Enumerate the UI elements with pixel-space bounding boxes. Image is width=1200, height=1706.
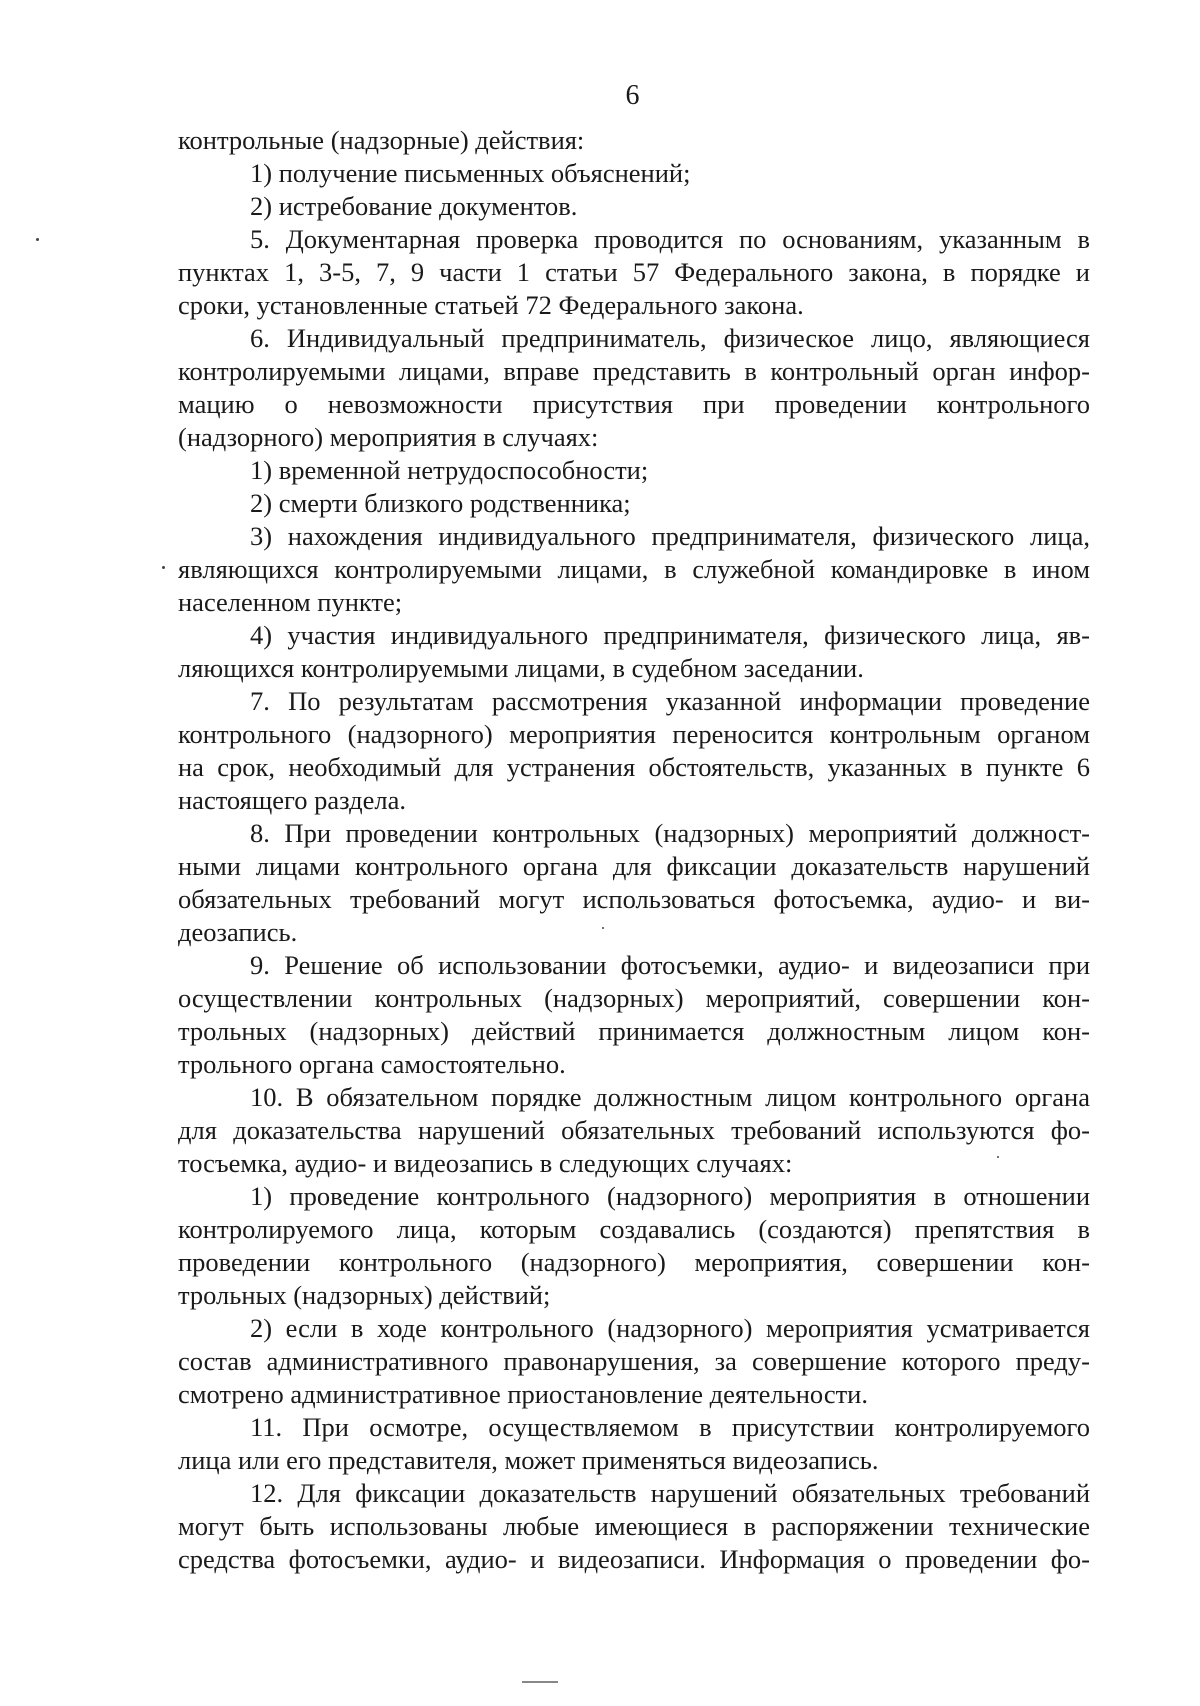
text-line: контролируемого лица, которым создавались (создаются) препятствия в (178, 1214, 1090, 1244)
text-line: 8. При проведении контрольных (надзорных) мероприятий должност- (250, 818, 1090, 848)
scan-mark (522, 1681, 558, 1683)
text-line: 4) участия индивидуального предпринимателя, физического лица, яв- (250, 620, 1090, 650)
text-line: 2) истребование документов. (250, 191, 578, 221)
scan-speck (162, 566, 165, 569)
text-line: 12. Для фиксации доказательств нарушений обязательных требований (250, 1478, 1090, 1508)
text-line: 5. Документарная проверка проводится по основаниям, указанным в (250, 224, 1090, 254)
text-line: ляющихся контролируемыми лицами, в судебном заседании. (178, 653, 864, 683)
text-line: контрольные (надзорные) действия: (178, 125, 585, 155)
text-line: настоящего раздела. (178, 785, 406, 815)
text-line: мацию о невозможности присутствия при проведении контрольного (178, 389, 1090, 419)
scan-speck (36, 238, 39, 241)
text-line: трольных (надзорных) действий принимается должностным лицом кон- (178, 1016, 1090, 1046)
text-line: трольного органа самостоятельно. (178, 1049, 566, 1079)
text-line: 11. При осмотре, осуществляемом в присутствии контролируемого (250, 1412, 1090, 1442)
text-line: 3) нахождения индивидуального предпринимателя, физического лица, (250, 521, 1090, 551)
text-line: сроки, установленные статьей 72 Федерального закона. (178, 290, 804, 320)
text-line: на срок, необходимый для устранения обстоятельств, указанных в пункте 6 (178, 752, 1090, 782)
text-line: населенном пункте; (178, 587, 403, 617)
scan-speck (602, 927, 604, 929)
text-line: осуществлении контрольных (надзорных) мероприятий, совершении кон- (178, 983, 1090, 1013)
text-line: могут быть использованы любые имеющиеся в распоряжении технические (178, 1511, 1090, 1541)
page-number: 6 (625, 80, 640, 111)
document-body (178, 124, 1090, 1576)
scan-speck (997, 1156, 999, 1158)
text-line: контрольного (надзорного) мероприятия переносится контрольным органом (178, 719, 1090, 749)
text-line: 2) если в ходе контрольного (надзорного) мероприятия усматривается (250, 1313, 1090, 1343)
text-line: лица или его представителя, может применяться видеозапись. (178, 1445, 879, 1475)
text-line: 10. В обязательном порядке должностным лицом контрольного органа (250, 1082, 1090, 1112)
text-line: смотрено административное приостановление деятельности. (178, 1379, 868, 1409)
text-line: проведении контрольного (надзорного) мероприятия, совершении кон- (178, 1247, 1090, 1277)
text-line: деозапись. (178, 917, 298, 947)
text-line: 1) получение письменных объяснений; (250, 158, 691, 188)
text-line: (надзорного) мероприятия в случаях: (178, 422, 599, 452)
text-line: 1) временной нетрудоспособности; (250, 455, 649, 485)
text-line: 2) смерти близкого родственника; (250, 488, 631, 518)
text-line: 6. Индивидуальный предприниматель, физическое лицо, являющиеся (250, 323, 1090, 353)
text-line: 1) проведение контрольного (надзорного) мероприятия в отношении (250, 1181, 1090, 1211)
text-line: 7. По результатам рассмотрения указанной информации проведение (250, 686, 1090, 716)
text-line: ными лицами контрольного органа для фиксации доказательств нарушений (178, 851, 1090, 881)
text-line: средства фотосъемки, аудио- и видеозаписи. Информация о проведении фо- (178, 1544, 1090, 1574)
text-line: обязательных требований могут использоваться фотосъемка, аудио- и ви- (178, 884, 1090, 914)
text-line: контролируемыми лицами, вправе представить в контрольный орган инфор- (178, 356, 1090, 386)
text-line: состав административного правонарушения, за совершение которого преду- (178, 1346, 1090, 1376)
text-line: пунктах 1, 3-5, 7, 9 части 1 статьи 57 Федерального закона, в порядке и (178, 257, 1090, 287)
text-line: тосъемка, аудио- и видеозапись в следующих случаях: (178, 1148, 793, 1178)
text-line: являющихся контролируемыми лицами, в служебной командировке в ином (178, 554, 1090, 584)
text-line: 9. Решение об использовании фотосъемки, аудио- и видеозаписи при (250, 950, 1090, 980)
text-line: для доказательства нарушений обязательных требований используются фо- (178, 1115, 1090, 1145)
text-line: трольных (надзорных) действий; (178, 1280, 551, 1310)
